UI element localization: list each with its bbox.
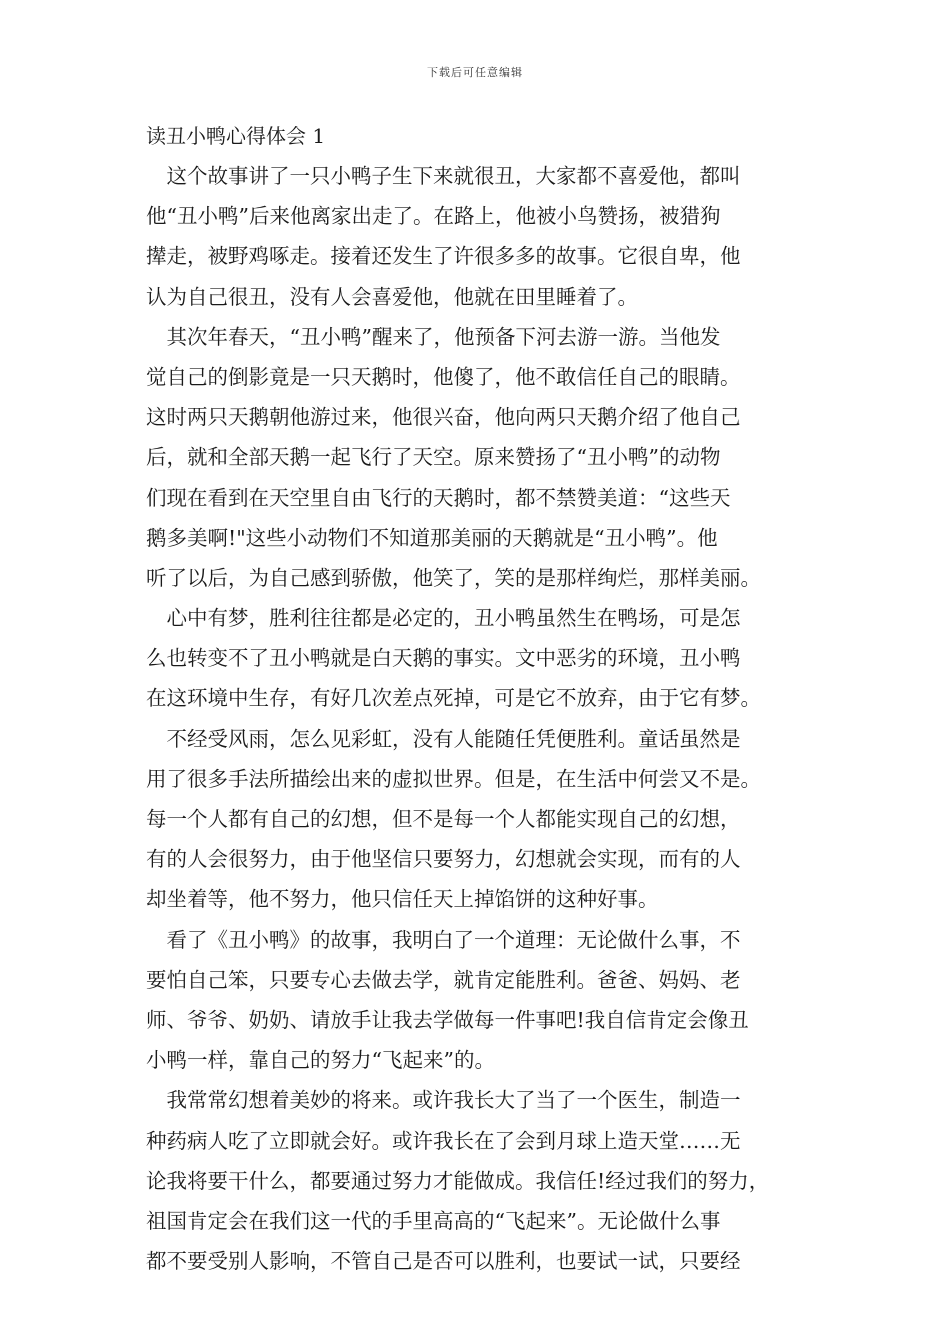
text-line: 其次年春天，“丑小鸭”醒来了，他预备下河去游一游。当他发 bbox=[146, 324, 721, 349]
text-line: 论我将要干什么，都要通过努力才能做成。我信任!经过我们的努力， bbox=[146, 1168, 770, 1193]
text-line: 他“丑小鸭”后来他离家出走了。在路上，他被小鸟赞扬，被猎狗 bbox=[146, 204, 721, 229]
text-line: 却坐着等，他不努力，他只信任天上掉馅饼的这种好事。 bbox=[146, 887, 659, 912]
text-line: 觉自己的倒影竟是一只天鹅时，他傻了，他不敢信任自己的眼睛。 bbox=[146, 364, 741, 389]
text-line: 在这环境中生存，有好几次差点死掉，可是它不放弃，由于它有梦。 bbox=[146, 686, 761, 711]
text-line: 师、爷爷、奶奶、请放手让我去学做每一件事吧!我自信肯定会像丑 bbox=[146, 1007, 749, 1032]
text-line: 认为自己很丑，没有人会喜爱他，他就在田里睡着了。 bbox=[146, 284, 638, 309]
text-line: 后，就和全部天鹅一起飞行了天空。原来赞扬了“丑小鸭”的动物 bbox=[146, 445, 721, 470]
text-line: 我常常幻想着美妙的将来。或许我长大了当了一个医生，制造一 bbox=[146, 1088, 741, 1113]
text-line: 祖国肯定会在我们这一代的手里高高的“飞起来”。无论做什么事 bbox=[146, 1208, 721, 1233]
text-line: 看了《丑小鸭》的故事，我明白了一个道理：无论做什么事，不 bbox=[146, 927, 741, 952]
paragraph-2 bbox=[146, 317, 811, 598]
text-line: 种药病人吃了立即就会好。或许我长在了会到月球上造天堂……无 bbox=[146, 1128, 741, 1153]
text-line: 小鸭一样，靠自己的努力“飞起来”的。 bbox=[146, 1048, 495, 1073]
text-line: 不经受风雨，怎么见彩虹，没有人能随任凭便胜利。童话虽然是 bbox=[146, 726, 741, 751]
text-line: 每一个人都有自己的幻想，但不是每一个人都能实现自己的幻想， bbox=[146, 807, 741, 831]
text-line: 用了很多手法所描绘出来的虚拟世界。但是，在生活中何尝又不是。 bbox=[146, 766, 761, 791]
page-header: 下载后可任意编辑 bbox=[427, 66, 523, 79]
paragraph-1 bbox=[146, 156, 811, 317]
paragraph-4 bbox=[146, 719, 811, 920]
document-body bbox=[146, 156, 811, 1281]
text-line: 有的人会很努力，由于他坚信只要努力，幻想就会实现，而有的人 bbox=[146, 847, 741, 872]
paragraph-3 bbox=[146, 598, 811, 719]
document-title: 读丑小鸭心得体会 1 bbox=[146, 124, 326, 148]
text-line: 这个故事讲了一只小鸭子生下来就很丑，大家都不喜爱他，都叫 bbox=[146, 164, 741, 188]
text-line: 么也转变不了丑小鸭就是白天鹅的事实。文中恶劣的环境，丑小鸭 bbox=[146, 646, 741, 671]
text-line: 这时两只天鹅朝他游过来，他很兴奋，他向两只天鹅介绍了他自己 bbox=[146, 405, 741, 430]
paragraph-6 bbox=[146, 1080, 811, 1281]
text-line: 们现在看到在天空里自由飞行的天鹅时，都不禁赞美道：“这些天 bbox=[146, 485, 731, 510]
text-line: 听了以后，为自己感到骄傲，他笑了，笑的是那样绚烂，那样美丽。 bbox=[146, 565, 761, 590]
paragraph-5 bbox=[146, 920, 811, 1081]
text-line: 心中有梦，胜利往往都是必定的，丑小鸭虽然生在鸭场，可是怎 bbox=[146, 606, 741, 631]
text-line: 都不要受别人影响，不管自己是否可以胜利，也要试一试，只要经 bbox=[146, 1249, 741, 1274]
text-line: 撵走，被野鸡啄走。接着还发生了许很多多的故事。它很自卑，他 bbox=[146, 244, 741, 269]
text-line: 要怕自己笨，只要专心去做去学，就肯定能胜利。爸爸、妈妈、老 bbox=[146, 967, 741, 992]
text-line: 鹅多美啊!"这些小动物们不知道那美丽的天鹅就是“丑小鸭”。他 bbox=[146, 525, 718, 550]
